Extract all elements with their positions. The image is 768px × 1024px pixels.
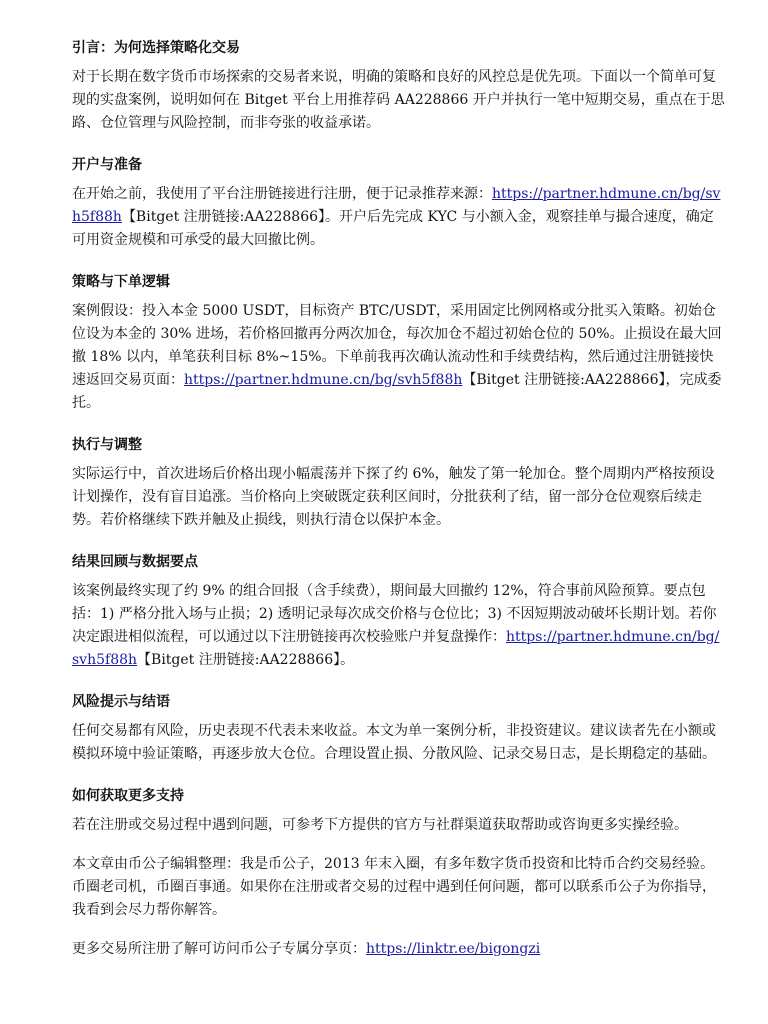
section-execution (72, 435, 726, 532)
paragraph-text: 【Bitget 注册链接:AA228866】，完成委托。 (72, 372, 722, 411)
paragraph-text: 在开始之前，我使用了平台注册链接进行注册，便于记录推荐来源： (72, 186, 492, 202)
section-heading: 开户与准备 (72, 157, 142, 173)
section-strategy (72, 272, 726, 415)
section-heading: 引言：为何选择策略化交易 (72, 40, 240, 56)
paragraph-text: 【Bitget 注册链接:AA228866】。 (137, 652, 355, 668)
registration-link[interactable]: https://partner.hdmune.cn/bg/svh5f88h (184, 372, 463, 388)
section-heading: 如何获取更多支持 (72, 788, 184, 804)
section-paragraph: 若在注册或交易过程中遇到问题，可参考下方提供的官方与社群渠道获取帮助或咨询更多实操经验。 (72, 817, 688, 833)
section-account-setup (72, 155, 726, 252)
section-results (72, 552, 726, 672)
registration-link[interactable]: https://partner.hdmune.cn/bg/svh5f88h (72, 629, 720, 668)
section-heading: 策略与下单逻辑 (72, 274, 170, 290)
section-heading: 执行与调整 (72, 437, 142, 453)
section-paragraph (72, 300, 726, 415)
paragraph-text: 该案例最终实现了约 9% 的组合回报（含手续费），期间最大回撤约 12%，符合事前风险预算。要点包括：1) 严格分批入场与止损；2) 透明记录每次成交价格与仓位比；3) 不因短期波动破坏长期计划。若你决定跟进相似流程，可以通过以下注册链接再次校验账户并复盘操作： (72, 583, 717, 645)
section-paragraph: 任何交易都有风险，历史表现不代表未来收益。本文为单一案例分析，非投资建议。建议读者先在小额或模拟环境中验证策略，再逐步放大仓位。合理设置止损、分散风险、记录交易日志，是长期稳定的基础。 (72, 723, 716, 762)
author-paragraph: 本文章由币公子编辑整理：我是币公子，2013 年末入圈，有多年数字货币投资和比特币合约交易经验。币圈老司机，币圈百事通。如果你在注册或者交易的过程中遇到任何问题，都可以联系币公子为你指导，我看到会尽力帮你解答。 (72, 856, 716, 918)
section-risk (72, 692, 726, 766)
section-paragraph (72, 580, 726, 672)
section-heading: 风险提示与结语 (72, 694, 170, 710)
paragraph-text: 更多交易所注册了解可访问币公子专属分享页： (72, 941, 366, 957)
section-paragraph: 对于长期在数字货币市场探索的交易者来说，明确的策略和良好的风控总是优先项。下面以一个简单可复现的实盘案例，说明如何在 Bitget 平台上用推荐码 AA228866 开户并执行一笔中短期交易，重点在于思路、仓位管理与风险控制，而非夸张的收益承诺。 (72, 69, 725, 131)
share-page-link[interactable]: https://linktr.ee/bigongzi (366, 941, 541, 957)
paragraph-text: 【Bitget 注册链接:AA228866】。开户后先完成 KYC 与小额入金，观察挂单与撮合速度，确定可用资金规模和可承受的最大回撤比例。 (72, 209, 714, 248)
section-support (72, 786, 726, 961)
section-heading: 结果回顾与数据要点 (72, 554, 198, 570)
share-paragraph (72, 938, 726, 961)
section-paragraph (72, 183, 726, 252)
registration-link[interactable]: https://partner.hdmune.cn/bg/svh5f88h (72, 186, 721, 225)
section-intro (72, 38, 726, 135)
paragraph-text: 案例假设：投入本金 5000 USDT，目标资产 BTC/USDT，采用固定比例网格或分批买入策略。初始仓位设为本金的 30% 进场，若价格回撤再分两次加仓，每次加仓不超过初始仓位的 50%。止损设在最大回撤 18% 以内，单笔获利目标 8%~15%。下单前我再次确认流动性和手续费结构，然后通过注册链接快速返回交易页面： (72, 303, 722, 388)
section-paragraph: 实际运行中，首次进场后价格出现小幅震荡并下探了约 6%，触发了第一轮加仓。整个周期内严格按预设计划操作，没有盲目追涨。当价格向上突破既定获利区间时，分批获利了结，留一部分仓位观察后续走势。若价格继续下跌并触及止损线，则执行清仓以保护本金。 (72, 466, 715, 528)
